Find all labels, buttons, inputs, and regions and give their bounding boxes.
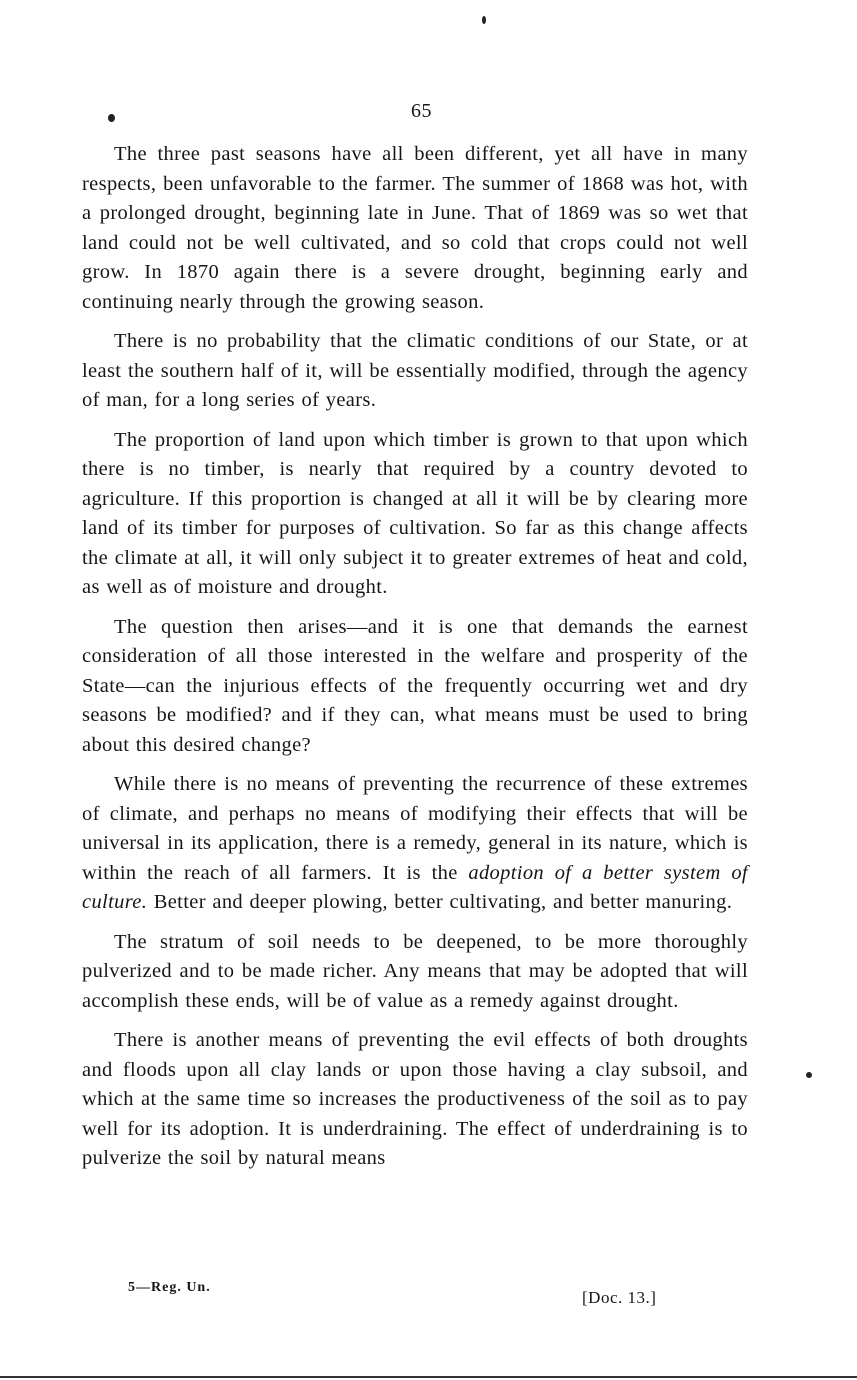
footer-signature-mark: 5—Reg. Un.	[128, 1280, 211, 1295]
paragraph-timber-proportion: The proportion of land upon which timber is grown to that upon which there is no timber, is nearly that required by a country devoted to agriculture. If this proportion is changed at all it will be by clearing more land of its timber for purposes of cultivation. So far as this change affects the climate at all, it will only subject it to greater extremes of heat and cold, as well as of moisture and drought.	[82, 428, 748, 598]
paragraph-past-seasons: The three past seasons have all been different, yet all have in many respects, been unfavorable to the farmer. The summer of 1868 was hot, with a prolonged drought, beginning late in June. That of 1869 was so wet that land could not be well cultivated, and so cold that crops could not well grow. In 1870 again there is a severe drought, beginning early and continuing nearly through the growing season.	[82, 143, 748, 313]
paragraph-climatic-conditions: There is no probability that the climatic conditions of our State, or at least the southern half of it, will be essentially modified, through the agency of man, for a long series of years.	[82, 330, 748, 411]
paragraph-question-arises: The question then arises—and it is one that demands the earnest consideration of all those interested in the welfare and prosperity of the State—can the injurious effects of the frequently occurring wet and dry seasons be modified? and if they can, what means must be used to bring about this desired change?	[82, 615, 748, 756]
paragraph-remedy	[82, 770, 748, 918]
paragraph-remedy-text-after: Better and deeper plowing, better cultivating, and better manuring.	[147, 891, 733, 913]
print-speck	[806, 1072, 812, 1078]
page-number: 65	[411, 100, 432, 122]
body-text	[82, 140, 748, 1184]
paragraph-underdraining: There is another means of preventing the evil effects of both droughts and floods upon all clay lands or upon those having a clay subsoil, and which at the same time so increases the productiveness of the soil as to pay well for its adoption. It is underdraining. The effect of underdraining is to pulverize the soil by natural means	[82, 1029, 748, 1169]
paragraph-remedy-text-before: While there is no means of preventing the recurrence of these extremes of climate, and perhaps no means of modifying their effects that will be universal in its application, there is a remedy, general in its nature, which is within the reach of all farmers. It is the	[82, 773, 748, 884]
paragraph-stratum-of-soil: The stratum of soil needs to be deepened, to be more thoroughly pulverized and to be made richer. Any means that may be adopted that will accomplish these ends, will be of value as a remedy against drought.	[82, 930, 748, 1012]
paragraph-remedy-italic: adoption of a better system of culture.	[82, 861, 748, 913]
print-speck	[482, 16, 486, 24]
footer-document-reference: [Doc. 13.]	[582, 1288, 657, 1307]
page-bottom-edge	[0, 1376, 857, 1378]
